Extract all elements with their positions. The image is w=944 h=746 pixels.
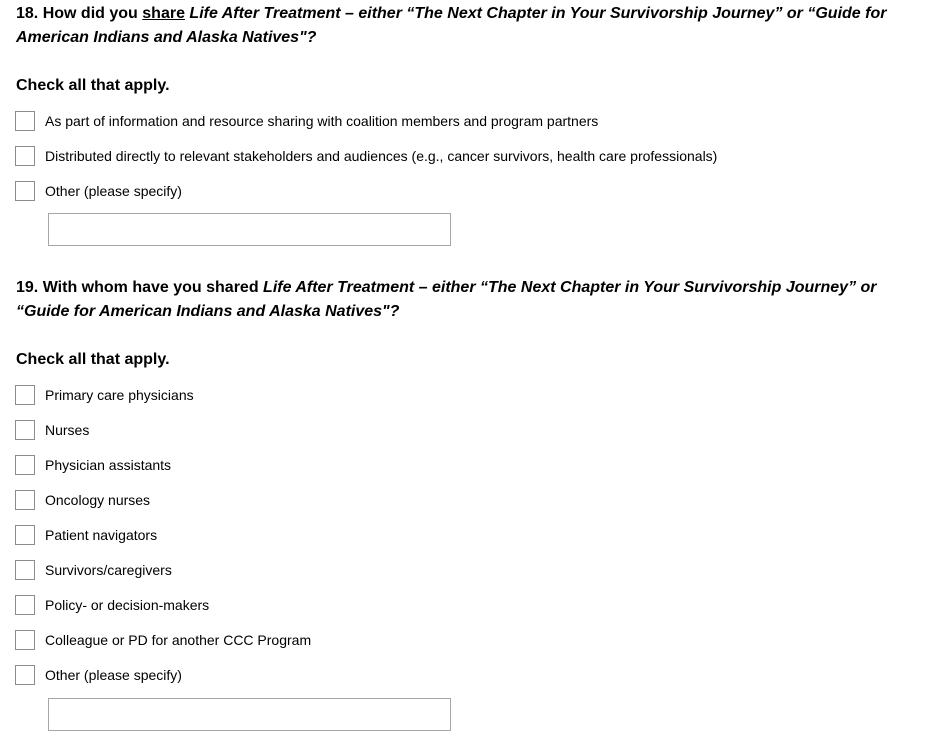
- q18-option-resource-sharing[interactable]: [15, 110, 598, 132]
- q18-other-specify-input[interactable]: [48, 213, 451, 246]
- q19-checkbox-survivors-caregivers[interactable]: [15, 560, 35, 580]
- question-19-rest-line1: – either “The Next Chapter in Your Survivorship Journey” or: [418, 279, 877, 296]
- question-18-instruction: Check all that apply.: [16, 77, 170, 94]
- q19-option-label: Other (please specify): [45, 667, 182, 683]
- question-19-rest-line2: “Guide for American Indians and Alaska Natives"?: [16, 303, 400, 320]
- q18-checkbox-resource-sharing[interactable]: [15, 111, 35, 131]
- question-18-number: 18.: [16, 5, 39, 22]
- q18-option-label: As part of information and resource sharing with coalition members and program partners: [45, 113, 599, 129]
- q19-option-label: Patient navigators: [45, 527, 158, 543]
- question-18-share-word: share: [142, 5, 185, 22]
- q19-option-label: Survivors/caregivers: [45, 562, 172, 578]
- q19-option-oncology-nurses[interactable]: [15, 489, 150, 511]
- q19-option-survivors-caregivers[interactable]: [15, 559, 172, 581]
- q19-option-label: Primary care physicians: [45, 387, 194, 403]
- q19-option-label: Policy- or decision-makers: [45, 597, 210, 613]
- q19-checkbox-policy-makers[interactable]: [15, 595, 35, 615]
- q19-option-label: Physician assistants: [45, 457, 172, 473]
- q19-checkbox-patient-navigators[interactable]: [15, 525, 35, 545]
- q19-option-patient-navigators[interactable]: [15, 524, 157, 546]
- q19-option-other[interactable]: [15, 664, 182, 686]
- q18-checkbox-distributed-directly[interactable]: [15, 146, 35, 166]
- q19-checkbox-other[interactable]: [15, 665, 35, 685]
- q18-option-distributed-directly[interactable]: [15, 145, 717, 167]
- question-18-text: [16, 2, 916, 50]
- question-19-title: Life After Treatment: [263, 279, 415, 296]
- q19-option-label: Nurses: [45, 422, 90, 438]
- question-18-title: Life After Treatment: [189, 5, 341, 22]
- question-18-pre: How did you: [42, 5, 138, 22]
- q19-other-specify-input[interactable]: [48, 698, 451, 731]
- q19-checkbox-oncology-nurses[interactable]: [15, 490, 35, 510]
- question-18-rest-line1: – either “The Next Chapter in Your Survivorship Journey” or “Guide for: [345, 5, 887, 22]
- question-18-rest-line2: American Indians and Alaska Natives"?: [16, 29, 317, 46]
- q18-option-label: Other (please specify): [45, 183, 182, 199]
- q18-option-label: Distributed directly to relevant stakeholders and audiences (e.g., cancer survivors, health care professionals): [45, 148, 718, 164]
- question-19-instruction: Check all that apply.: [16, 351, 170, 368]
- q19-option-colleague-pd[interactable]: [15, 629, 311, 651]
- q18-checkbox-other[interactable]: [15, 181, 35, 201]
- q19-option-primary-care[interactable]: [15, 384, 194, 406]
- q18-option-other[interactable]: [15, 180, 182, 202]
- q19-checkbox-physician-assistants[interactable]: [15, 455, 35, 475]
- q19-checkbox-primary-care[interactable]: [15, 385, 35, 405]
- question-19-number: 19.: [16, 279, 39, 296]
- q19-option-nurses[interactable]: [15, 419, 89, 441]
- q19-option-physician-assistants[interactable]: [15, 454, 171, 476]
- q19-option-label: Colleague or PD for another CCC Program: [45, 632, 312, 648]
- q19-checkbox-nurses[interactable]: [15, 420, 35, 440]
- question-19-pre: With whom have you shared: [42, 279, 259, 296]
- q19-checkbox-colleague-pd[interactable]: [15, 630, 35, 650]
- question-19-text: [16, 276, 916, 324]
- q19-option-label: Oncology nurses: [45, 492, 151, 508]
- q19-option-policy-makers[interactable]: [15, 594, 209, 616]
